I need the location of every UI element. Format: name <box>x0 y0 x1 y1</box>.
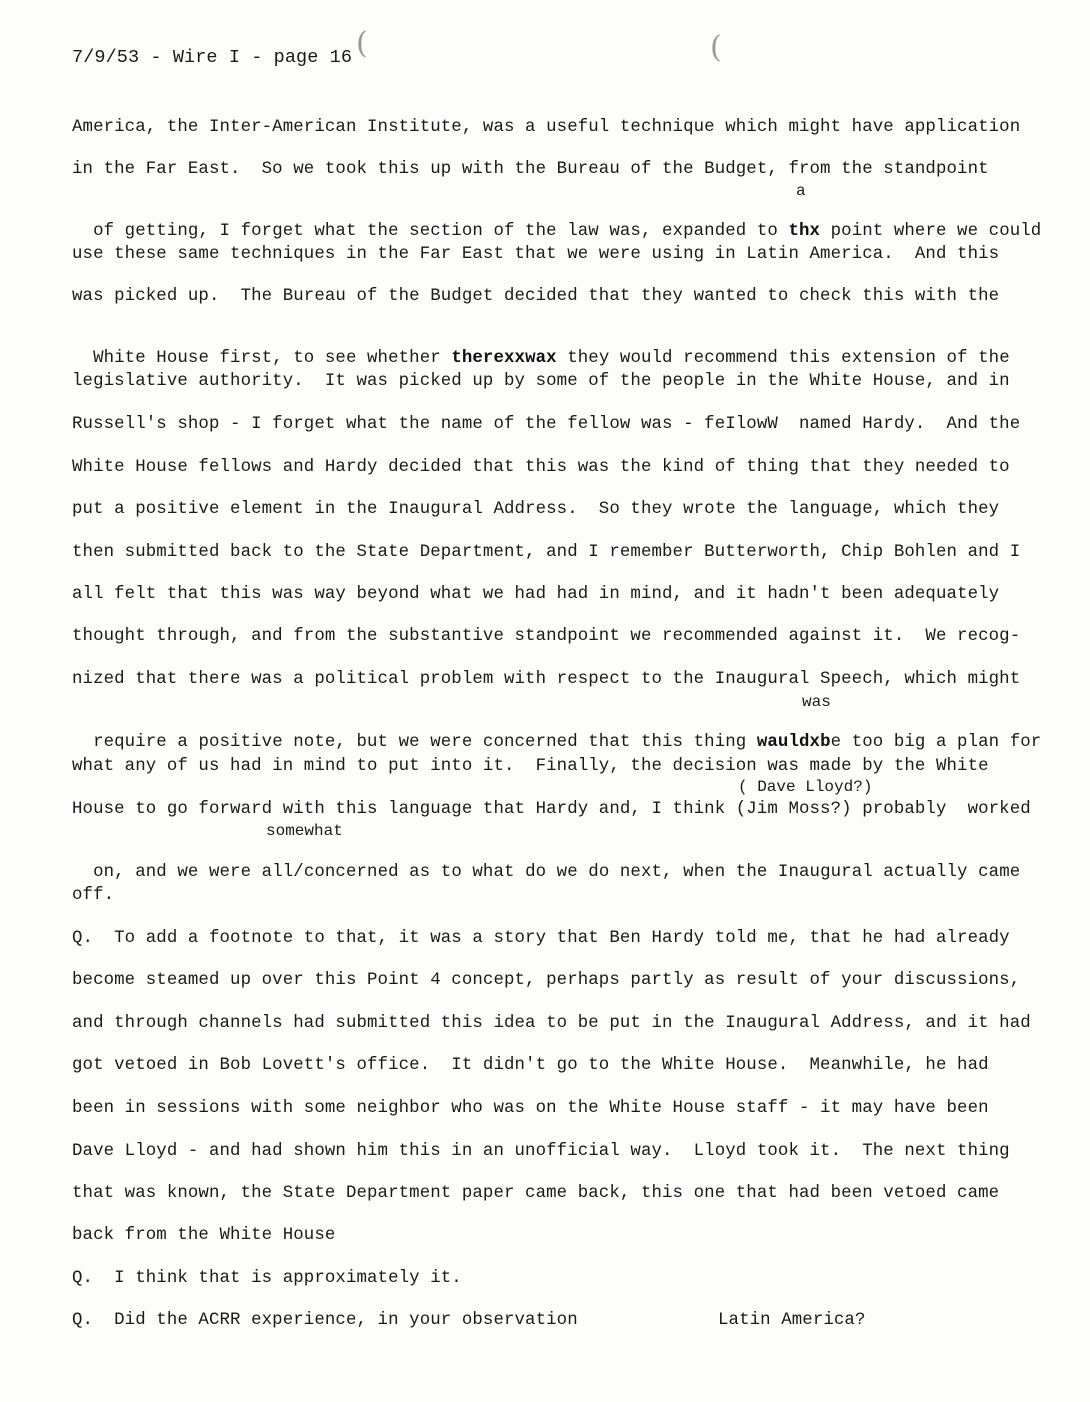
text-line: off. <box>72 886 115 905</box>
text-fragment: White House first, to see whether <box>93 349 452 368</box>
text-line: House to go forward with this language that Hardy and, I think (Jim Moss?) probably worked <box>72 800 1031 819</box>
text-line <box>72 843 1020 883</box>
text-line: White House fellows and Hardy decided that this was the kind of thing that they needed to <box>72 458 1010 477</box>
text-line: and through channels had submitted this idea to be put in the Inaugural Address, and it had <box>72 1014 1031 1033</box>
text-line: then submitted back to the State Department, and I remember Butterworth, Chip Bohlen and I <box>72 543 1021 562</box>
text-line: thought through, and from the substantive standpoint we recommended against it. We recog- <box>72 627 1021 646</box>
text-line: use these same techniques in the Far East that we were using in Latin America. And this <box>72 245 1000 264</box>
text-fragment: require a positive note, but we were concerned that this thing <box>93 733 757 752</box>
text-fragment: on, and we were all/ <box>93 863 304 882</box>
text-line: Dave Lloyd - and had shown him this in an unofficial way. Lloyd took it. The next thing <box>72 1142 1010 1161</box>
text-line: legislative authority. It was picked up by some of the people in the White House, and in <box>72 372 1010 391</box>
struck-text: thx <box>788 222 821 241</box>
text-line: was picked up. The Bureau of the Budget decided that they wanted to check this with the <box>72 287 1000 306</box>
text-fragment: of getting, I forget what the section of the law was, expanded to <box>93 222 789 241</box>
text-line: Q. To add a footnote to that, it was a story that Ben Hardy told me, that he had already <box>72 929 1010 948</box>
text-line <box>72 713 1041 753</box>
text-line: all felt that this was way beyond what we had had in mind, and it hadn't been adequately <box>72 585 1000 604</box>
text-line: America, the Inter-American Institute, was a useful technique which might have application <box>72 118 1021 137</box>
text-line: put a positive element in the Inaugural Address. So they wrote the language, which they <box>72 500 1000 519</box>
interlinear-insert: was <box>802 693 831 711</box>
text-line: that was known, the State Department paper came back, this one that had been vetoed came <box>72 1184 1000 1203</box>
text-fragment: concerned as to what do we do next, when the Inaugural actually came <box>303 863 1021 882</box>
text-line: back from the White House <box>72 1226 336 1245</box>
text-line: Latin America? <box>718 1311 866 1330</box>
text-line: become steamed up over this Point 4 concept, perhaps partly as result of your discussions, <box>72 971 1021 990</box>
interlinear-insert: a <box>796 182 806 200</box>
page-header: 7/9/53 - Wire I - page 16 <box>72 47 353 68</box>
text-line: nized that there was a political problem with respect to the Inaugural Speech, which might <box>72 670 1021 689</box>
text-line: got vetoed in Bob Lovett's office. It didn't go to the White House. Meanwhile, he had <box>72 1056 989 1075</box>
text-line: in the Far East. So we took this up with the Bureau of the Budget, from the standpoint <box>72 160 989 179</box>
text-line: Russell's shop - I forget what the name of the fellow was - feIlowW named Hardy. And the <box>72 415 1021 434</box>
text-fragment: they would recommend this extension of the <box>567 349 1010 368</box>
text-line: Q. I think that is approximately it. <box>72 1269 462 1288</box>
text-fragment: point where we could <box>830 222 1042 241</box>
struck-text: therexxwax <box>451 349 557 368</box>
struck-text: wauldxb <box>756 733 831 752</box>
text-fragment: e too big a plan for <box>830 733 1042 752</box>
text-line: been in sessions with some neighbor who was on the White House staff - it may have been <box>72 1099 989 1118</box>
text-line <box>72 329 1010 369</box>
interlinear-insert: ( Dave Lloyd?) <box>738 778 873 796</box>
margin-mark: ( <box>356 26 368 61</box>
interlinear-insert: somewhat <box>266 822 343 840</box>
margin-mark: ( <box>710 30 722 65</box>
text-line: what any of us had in mind to put into it. Finally, the decision was made by the White <box>72 757 989 776</box>
text-line: Q. Did the ACRR experience, in your observation <box>72 1311 578 1330</box>
text-line <box>72 202 1041 242</box>
